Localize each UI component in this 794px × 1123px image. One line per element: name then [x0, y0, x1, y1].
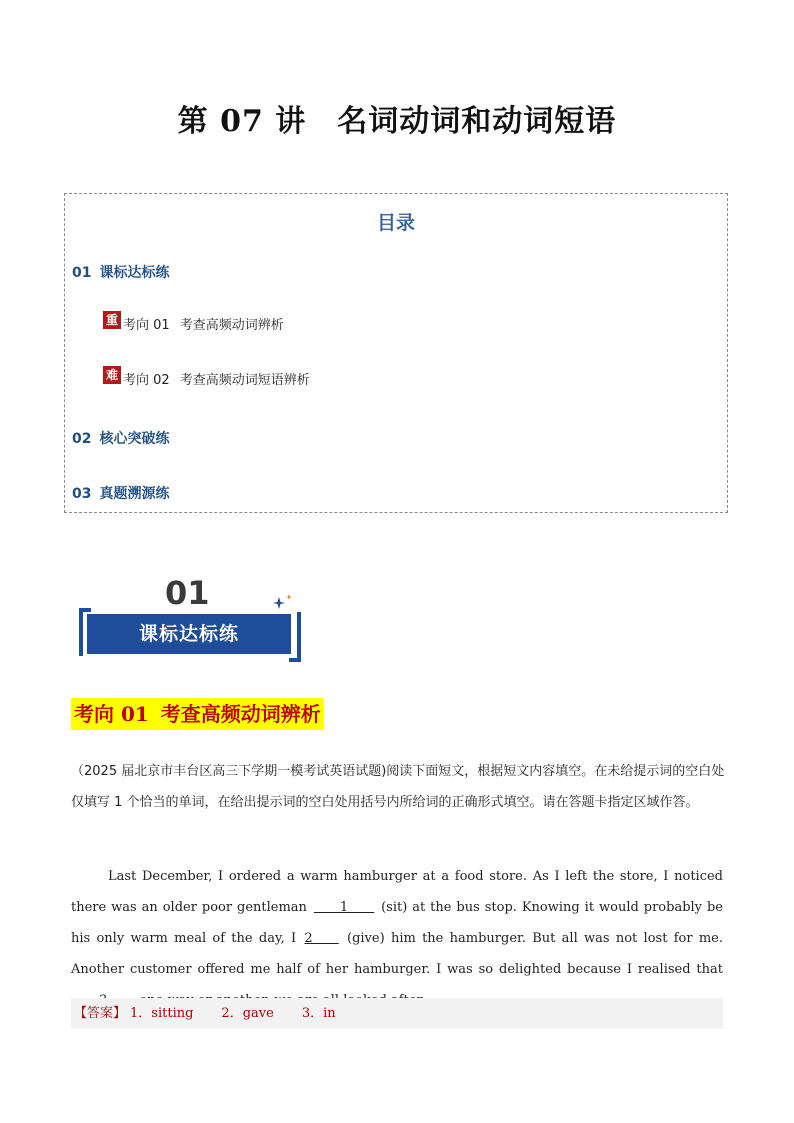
section-heading	[71, 698, 324, 730]
page-title: 第 07 讲 名词动词和动词短语	[177, 104, 617, 139]
toc-subitem-code: 考向 02	[123, 373, 170, 388]
passage-text: (give) him the hamburger. But all was not lost for me. Another customer offered me half of her hamburger. I was so delighted because I realised that	[71, 931, 724, 977]
section-heading-code: 考向 01	[74, 702, 149, 726]
section-banner	[79, 572, 301, 664]
toc-subitem-2[interactable]	[103, 369, 310, 388]
banner-number: 01	[165, 574, 210, 612]
toc-section-label: 真题溯源练	[99, 486, 170, 502]
answer-label: 【答案】	[74, 1006, 127, 1021]
toc-subitem-label: 考查高频动词短语辨析	[179, 373, 310, 388]
toc-subitem-label: 考查高频动词辨析	[179, 318, 284, 333]
sparkle-icon	[273, 594, 295, 610]
toc-section-label: 课标达标练	[99, 265, 170, 281]
passage-text: Last December, I ordered a warm hamburger at a food store. As I left the store, I noticed there was an older poor gentleman	[71, 869, 723, 915]
answer-item: 2．gave	[221, 1006, 274, 1021]
badge-difficult: 难	[103, 366, 121, 384]
toc-subitem-1[interactable]	[103, 314, 284, 333]
toc-section-label: 核心突破练	[99, 431, 170, 447]
section-heading-label: 考查高频动词辨析	[160, 702, 321, 726]
answer-item: 3．in	[301, 1006, 336, 1021]
badge-important: 重	[103, 311, 121, 329]
banner-label: 课标达标练	[87, 614, 291, 654]
blank-1[interactable]: 1	[313, 900, 375, 915]
blank-2[interactable]: 2	[304, 931, 339, 946]
toc-section-number: 02	[72, 431, 92, 447]
table-of-contents	[64, 193, 728, 513]
toc-heading: 目录	[376, 212, 415, 234]
toc-section-number: 01	[72, 265, 92, 281]
question-instructions: （2025 届北京市丰台区高三下学期一模考试英语试题)阅读下面短文，根据短文内容填空。在未给提示词的空白处仅填写 1 个恰当的单词，在给出提示词的空白处用括号内所给词的正确形式填空。请在答题卡指定区域作答。	[71, 764, 725, 810]
toc-section-2[interactable]	[72, 428, 169, 448]
toc-subitem-code: 考向 01	[123, 318, 170, 333]
reading-passage	[71, 861, 723, 1016]
toc-section-1[interactable]	[72, 262, 169, 282]
toc-section-number: 03	[72, 486, 92, 502]
toc-section-3[interactable]	[72, 483, 169, 503]
passage-text: (sit) at the bus stop. Knowing it would probably be his only warm meal of the day, I	[71, 900, 723, 946]
answer-box	[71, 998, 723, 1029]
answer-item: 1．sitting	[130, 1006, 194, 1021]
